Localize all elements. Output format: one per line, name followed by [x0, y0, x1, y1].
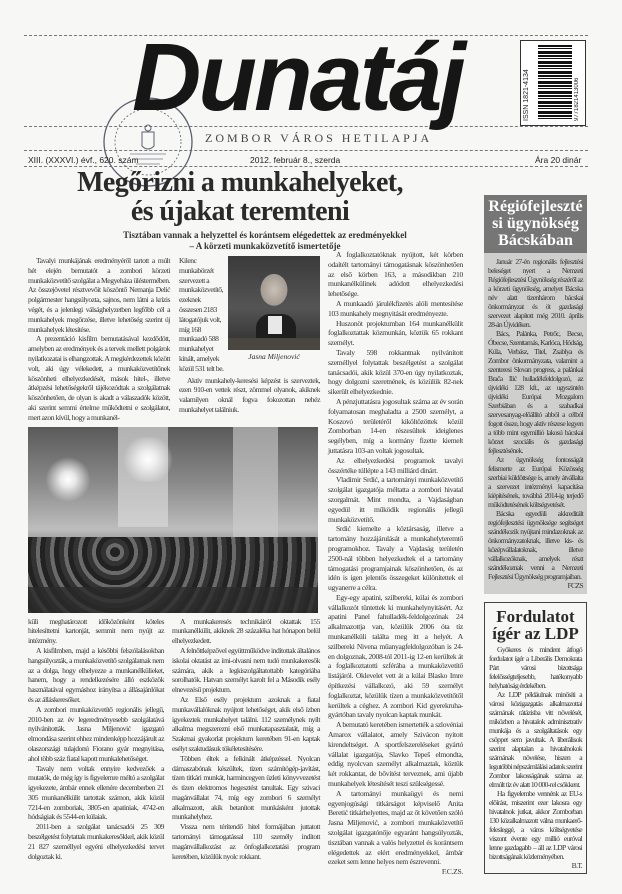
sidebar-title: Fordulatot ígér az LDP	[492, 607, 579, 643]
photo-caption: Jasna Miljenović	[248, 352, 300, 361]
paragraph: Kilenc munkabörzét szervezett a munkaközvetítő, ezeknek összesen 2183 látogatójuk volt, míg 168 munkaadó 588 munkahelyet kínált, amelyek közül 531 telt be.	[179, 256, 224, 373]
headline-line-2: és újakat teremteni	[130, 196, 350, 227]
subhead-line-2: – A körzeti munkaközvetítő ismertetője	[189, 241, 341, 251]
paragraph: Az Első esély projektum azoknak a fiatal munkavállalóknak nyújtott lehetőséget, akik első ízben igyekeztek munkahelyet találni. 112 személynek nyílt alkalma megszerezni első munkatapasztalatát, míg a Szakmai gyakorlat projektum keretében 91-en kaptak esélyt szaktudásuk tökéletesítésére.	[172, 694, 320, 753]
paragraph: A munkakeresés technikáiról oktattak 155 munkanélkülit, akiknek 28 százaléka hat hónapon belül elhelyezkedett.	[172, 616, 320, 646]
paragraph: kűli meghatározott időközönként köteles hitelesíttetni kartonját, semmit nem nyújt az intézmény.	[28, 616, 164, 646]
paragraph: Aktív munkahely-keresési képzést is szerveztek, ezen 910-en vettek részt, zömmel olyanok, akiknek valamilyen oknál fogva fokozottan nehéz munkahelyet találniuk.	[179, 375, 320, 414]
article-column-2-under-photo	[179, 376, 320, 415]
author-signature: FCZS	[567, 581, 583, 590]
barcode	[520, 40, 586, 126]
sidebar-ldp	[484, 602, 587, 874]
portrait-photo	[228, 256, 320, 350]
paragraph: A bemutató keretében ismertették a szlovéniai Amarox vállalatot, amely Szivácon nyitott kirendeltséget. A sportfelszereléseket gyártó vállalat igazgatója, Slavko Tepeš elmondta, eddig nyolcvan személyt alkalmaztak, köztük két rokkantat, de bővítést terveznek, ami újabb munkahelyek létesítését teszi szükségessé.	[328, 720, 463, 789]
paragraph: Vladimir Srdić, a tartományi munkaközvetítő szolgálat igazgatója méltatta a zombori hivatal szorgalmát. Mint mondta, a Vajdaságban egyedül itt működik regionális jellegű munkaközvetítő.	[328, 475, 463, 524]
paragraph: A kisfilmben, majd a későbbi felszólalásokban hangsúlyozták, a munkaközvetítő szolgálatnak nem az a dolga, hogy elhelyezze a munkanélkülieket, hanem, hogy a rendelkezésére álló eszközök használatával egymáshoz irányítsa a állásajánlókat és az álláskeresőket.	[28, 645, 164, 704]
author-signature: F.C.ZS.	[441, 867, 463, 877]
article-column-2-bottom	[172, 617, 320, 862]
paragraph: Január 27-én regionális fejlesztési beleséget nyert a Nemzeti Régiófejlesztési Ügynökség részéről az a körzeti ügynökség, amelyet Bácska név alatt tizenhárom bácskai önkormányzat és öt gazdasági szervezet alapított még 2010. április 28-án Újvidéken.	[488, 257, 583, 329]
chandelier	[38, 457, 98, 502]
paragraph: A pénzjuttatásra jogosultak száma az év során folyamatosan meghaladta a 2500 személyt, a Koszovó területéről kiköltözöttek közül Zomborban 14-en részesültek ideiglenes segélyben, míg a kormány fizette kiemelt juttatásra 103-an voltak jogosultak.	[328, 396, 463, 455]
sidebar-regional-agency	[484, 195, 587, 594]
headline	[30, 168, 450, 226]
paragraph: Az elhelyezkedési programok tavalyi összértéke túllépte a 143 milliárd dinárt.	[328, 455, 463, 475]
paragraph: Bácska egyedüli akkreditált regiófejlesztési ügynöksége segítséget szándékozik nyújtani mindazoknak az önkormányzatoknak, illetve kis- és középvállalatoknak, illetve vállalkozóknak, amelyek részt szándékoznak venni a Nemzeti Fejlesztési Ügynökség programjaiban.	[488, 509, 583, 581]
barcode-number: 9771821413006	[574, 77, 580, 121]
sidebar-title: Régiófejleszté si ügynökség Bácskában	[484, 195, 587, 253]
paragraph: Vissza nem térítendő hitel formájában juttatott tartományi támogatással 110 személy indított magánvállalkozást az önfoglalkoztatási program keretében, közülük nyolc rokkant.	[172, 822, 320, 861]
paragraph: A tartományi munkaügyi és nemi egyenjogúsági titkárságot képviselő Anita Beretić titkárhelyettes, majd az őt követően szóló Jasna Miljenović, a zombori munkaközvetítő szolgálat igazgatónője egyaránt hangsúlyozták, tisztában vannak a valós helyzettel és korántsem elégedettek az elért eredményekkel, ámbár ezeket sem lenne helyes nem észrevenni.	[328, 788, 463, 867]
paragraph: Tavaly nem voltak ennyire kedvezőek a mutatók, de még így is figyelemre méltó a szolgálat igyekezete, ámbár ennek ellenére decemberben 21 305 munkanélkülit tartottak számon, akik közül 7214-en zomboriak, 3805-en apatiniak, 4742-en hódságiak és 5544-en kúlaiak.	[28, 763, 164, 822]
paragraph: Az ügynökség fontosságát felismerte az Európai Közösség szerbiai küldöttsége is, amely átvállalta a szervezet intézményi kapacitása kiépítésének, továbbá 2014-ig terjedő működtetésének költségvetését.	[488, 455, 583, 509]
paragraph: 2011-ben a szolgálat tanácsadói 25 309 beszélgetést folytattak munkakeresőkkel, akik közül 21 827 személlyel egyéni elhelyezkedési tervet dolgoztak ki.	[28, 822, 164, 861]
masthead-logo: Dunatáj	[132, 24, 464, 131]
masthead-subtitle: ZOMBOR VÁROS HETILAPJA	[205, 131, 433, 145]
paragraph: A felnőttképzővel együttműködve indítottak általános iskolai oktatást az írni-olvasni nem tudó munkakeresők számára, akik a legkiszolgáltatottabb kategóriába sorolhatók. Hatvan személyt karolt fel a Második esély elnevezésű projektum.	[172, 645, 320, 695]
author-signature: B.T.	[571, 861, 582, 870]
chandelier	[113, 437, 183, 482]
paragraph: Többen éltek a felkínált átképzéssel. Nyolcan dámaszabónak készültek, tízen számítógép-javítást, tízen titkári munkát, harmincegyen üzleti könyvvezetést és tízen elektromos hegesztést tanultak. Egy szivaci magánvállalat 74, míg egy zombori 6 személyt alkalmazott, akik betanított munkásként jutottak munkahelyhez.	[172, 753, 320, 822]
issue-number: XIII. (XXXVI.) évf., 620. szám	[28, 155, 139, 165]
paragraph: Ha figyelembe vennénk az EU-s előírást, miszerint ezer lakosra egy hivatalnok jutkat, akkor Zomborban 130 közalkalmazott válna munkaerő-felesleggé, a város költségvetése viszont évente egy millió euróval lenne gazdagabb – áll az LDP városi bizottságának közleményében.	[489, 789, 582, 861]
article-column-2-narrow	[179, 256, 224, 374]
headline-line-1: Megőrizni a munkahelyeket,	[77, 167, 403, 198]
issn-label: ISSN 1821-4134	[523, 69, 530, 121]
paragraph: Tavaly 598 rokkantnak nyilvánított személlyel folytattak beszélgetést a szolgálat tanácsadói, akik közül 370-en úgy nyilatkoztak, hogy dolgozni szeretnének, és közülük 82-nek sikerült elhelyezkednie.	[328, 347, 463, 397]
paragraph: Gyökeres és mindent átfogó fordulatot ígér a Liberális Demokrata Párt városi bizottsága felelősségteljesebb, hatékonyabb helyhatóság érdekében.	[489, 645, 582, 690]
paragraph: Az LDP példáulnak minősíti a városi közigazgatás alkalmazottai számának rátázisba vitt növelését, miközben a hivatalok adminisztratív munkája és a szolgáltatások egy csöppet sem javultak. A liberálisok szerint alaptalan a hivatalnokok számának növelése, hiszen a legutóbbi népszámlálási adatok szerint Zombor lakosságának száma az elmúlt tíz év alatt 10 000-rel csökkent.	[489, 690, 582, 789]
paragraph: Huszonöt projektumban 164 munkanélkülit foglalkoztattak közmunkán, köztük 65 rokkant személyt.	[328, 318, 463, 348]
subhead-line-1: Tisztában vannak a helyzettel és korántsem elégedettek az eredményekkel	[123, 230, 407, 240]
price: Ára 20 dinár	[535, 155, 582, 165]
conference-hall-photo	[28, 427, 318, 613]
paragraph: A foglalkoztatóknak nyújtott, két körben odaítélt tartományi támogatásnak köszönhetően az első körben 163, a másodikban 210 munkanélkülinek adódott elhelyezkedési lehetősége.	[328, 250, 463, 299]
subheadline	[80, 230, 450, 252]
paragraph: Bács, Palánka, Petrőc, Becse, Óbecse, Szenttamás, Karlóca, Hódság, Kúla, Verbász, Titel, Zsablya és Zombor önkormányzata, valamint a szenteresi Slovan progress, a palánkai Brača Ilić hulladékfeldolgozó, az újvidéki 128 kft., az ugyszintén újvidéki Európai Mozgalom Szerbiában és a szabadkai szervesanyag-előállító abból a célból fogott össze, hogy aktív részese legyen a több mint egymillió lakosú bácskai körzet szociális és gazdasági fejlesztésének.	[488, 329, 583, 455]
paragraph: A zombori munkaközvetítő regionális jellegű, 2010-ben az év legeredményesebb szolgálatává nyilvánították. Jasna Miljenović igazgató elmondása szerint ehhez mindenképp hozzájárult az olaszországi tulajdonú Fiorano gyár megnyitása, ahol több száz fiatal kapott munkalehetőséget.	[28, 704, 164, 763]
paragraph: A munkaadó járulékfizetés alóli mentesítése 103 munkahely megnyitását eredményezte.	[328, 298, 463, 318]
article-column-3	[328, 250, 463, 877]
article-column-1-bottom	[28, 617, 164, 862]
barcode-bars	[538, 45, 572, 121]
issue-date: 2012. február 8., szerda	[250, 155, 341, 165]
paragraph: Egy-egy apatini, szilbereki, kúlai és zombori vállalkozót tüntettek ki munkahelynyitásért. Az apatini Panel fahulladék-feldolgozónak 24 alkalmazottja van, közülük 2006 óta tíz munkanélküli találta meg itt a helyét. A szilbereki Nivena műanyagfeldolgozóban is 24-en dolgoznak, 2008-tól 2011-ig 12-en kerültek át a foglalkoztatotti szférába a munkaközvetítő listájáról. Oklevelet vett át a kúlai Blasko Imre építkezési vállalkozó, aki 59 személyt foglalkoztat, közülük tízen a munkaközvetítőtől kerültek a céghez. A zombori Kid gyerekruha-gyártóban tavaly nyolcan kaptak munkát.	[328, 592, 463, 720]
article-column-2	[179, 256, 320, 415]
right-sidebar-column	[484, 195, 587, 874]
article-left-region	[28, 256, 320, 861]
paragraph: Tavalyi munkájának eredményéről tartott a múlt hét elején bemutatót a zombori körzeti munkaközvetítő szolgálat a Megyeháza üléstermében. Az összejövetel résztvevőit köszöntő Nemanja Delić polgármester hangsúlyozta, sajnos, nem látni a krízis végét, és a jelenlegi válsághelyzetben legfőbb cél a munkahelyek megőrzése, illetve lehetőség szerint új munkahelyek létesítése.	[28, 256, 170, 334]
paragraph: A prezentáció kisfilm bemutatásával kezdődött, amelyben az eredmények és a tervek mellett polgárok nyilatkozatai is elhangzottak. A megkérdezettek között volt, aki úgy vélekedett, a munkaközvetítőnek köszönheti elhelyezkedését, mások hitel-, illetve átképzési lehetőségekről tájékozódtak a szolgálatnak köszönhetően, de olyan is akadt a válaszadók között, aki szerint semmi értelme működtetni e szolgálatot, mert azon kívül, hogy a munkanél-	[28, 334, 170, 422]
paragraph: Srdić kiemelte a köztársaság, illetve a tartomány hozzájárulását a munkahelyteremtő programokhoz. Tavaly a Vajdaság területén 2500-nál többen helyezkedtek el a tartomány támogatási programjainak köszönhetően, és az idén is igen jelentős összegeket különítettek el ugyanerre a célra.	[328, 524, 463, 593]
article-column-1	[28, 256, 170, 423]
